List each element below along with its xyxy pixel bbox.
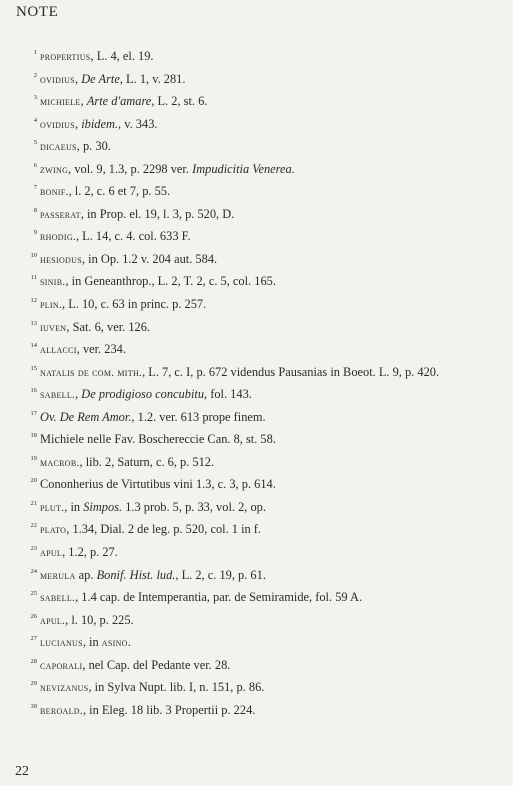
note-number: 9 xyxy=(33,229,37,237)
note-number: 2 xyxy=(33,71,37,79)
note-item xyxy=(30,134,499,157)
note-number: 6 xyxy=(33,161,37,169)
note-text: , l. 10, p. 225. xyxy=(65,612,134,627)
note-text: passerat xyxy=(40,208,81,221)
note-text: ovidius xyxy=(40,73,75,86)
note-number: 15 xyxy=(30,364,37,372)
note-text: , lib. 2, Saturn, c. 6, p. 512. xyxy=(79,454,215,469)
note-number: 16 xyxy=(30,387,37,395)
note-text: , in Eleg. 18 lib. 3 Propertii p. 224. xyxy=(82,702,256,717)
note-item xyxy=(30,224,499,247)
note-text: De prodigioso concubitu xyxy=(81,387,205,402)
note-text: , fol. 143. xyxy=(204,387,252,402)
note-number: 19 xyxy=(30,454,37,462)
note-item xyxy=(30,382,499,405)
note-item xyxy=(30,292,499,315)
note-text: Cononherius de Virtutibus vini 1.3, c. 3, p. 614. xyxy=(40,477,276,492)
note-text: , vol. 9, 1.3, p. 2298 ver. xyxy=(68,161,193,176)
note-item xyxy=(30,427,499,450)
note-item xyxy=(30,112,499,135)
note-text: , 1.34, Dial. 2 de leg. p. 520, col. 1 in f. xyxy=(66,522,262,537)
note-text: dicaeus xyxy=(40,141,77,154)
note-text: , xyxy=(80,94,87,109)
note-item xyxy=(30,495,499,518)
note-text: , in Op. 1.2 v. 204 aut. 584. xyxy=(81,251,218,266)
note-item xyxy=(30,563,499,586)
note-text: , Sat. 6, ver. 126. xyxy=(66,319,151,334)
note-item xyxy=(30,630,499,653)
note-number: 13 xyxy=(30,319,37,327)
note-text: , in xyxy=(82,635,102,650)
note-text: , p. 30. xyxy=(76,139,111,154)
note-item xyxy=(30,675,499,698)
note-number: 12 xyxy=(30,297,37,305)
note-number: 11 xyxy=(30,274,37,282)
note-text: hesiodus xyxy=(40,253,82,266)
note-text: natalis de com. mith. xyxy=(40,366,143,379)
note-text: Arte d'amare xyxy=(86,94,152,109)
note-text: , xyxy=(75,116,82,131)
note-number: 25 xyxy=(30,590,37,598)
note-text: caporali xyxy=(40,659,83,672)
note-number: 24 xyxy=(30,567,37,575)
note-number: 27 xyxy=(30,635,37,643)
page-heading: NOTE xyxy=(16,4,59,20)
note-text: , L. 10, c. 63 in princ. p. 257. xyxy=(62,297,207,312)
note-item xyxy=(30,360,499,383)
note-number: 1 xyxy=(33,49,37,56)
note-item xyxy=(30,698,499,721)
note-number: 18 xyxy=(30,432,37,440)
note-text: sabell. xyxy=(40,389,76,402)
note-text: , xyxy=(75,71,82,86)
note-number: 7 xyxy=(33,184,37,192)
note-item xyxy=(30,179,499,202)
note-text: , L. 2, st. 6. xyxy=(151,94,208,109)
note-text: , L. 14, c. 4. col. 633 F. xyxy=(75,229,191,244)
note-item xyxy=(30,202,499,225)
note-item xyxy=(30,269,499,292)
note-text: ovidius xyxy=(40,118,75,131)
note-number: 17 xyxy=(30,409,37,417)
note-text: , in Geneanthrop., L. 2, T. 2, c. 5, col. 165. xyxy=(65,274,276,289)
note-item xyxy=(30,450,499,473)
note-number: 8 xyxy=(33,206,37,214)
note-item xyxy=(30,405,499,428)
note-item xyxy=(30,337,499,360)
note-text: , in Prop. el. 19, l. 3, p. 520, D. xyxy=(80,206,235,221)
note-number: 10 xyxy=(30,251,37,259)
notes-list xyxy=(30,44,499,720)
note-text: , xyxy=(75,387,82,402)
note-text: beroald. xyxy=(40,704,83,717)
note-item xyxy=(30,608,499,631)
note-text: , 1.2, p. 27. xyxy=(62,545,118,560)
note-text: , L. 7, c. I, p. 672 videndus Pausanias in Boeot. L. 9, p. 420. xyxy=(142,364,440,379)
note-text: propertius xyxy=(40,51,91,63)
note-number: 30 xyxy=(30,702,37,710)
note-number: 5 xyxy=(33,139,37,147)
note-text: , 1.4 cap. de Intemperantia, par. de Semiramide, fol. 59 A. xyxy=(75,590,363,605)
note-text: , l. 2, c. 6 et 7, p. 55. xyxy=(68,184,171,199)
note-text: Simpos. xyxy=(83,499,123,514)
note-text: apul xyxy=(40,547,63,560)
note-item xyxy=(30,540,499,563)
note-text: , ver. 234. xyxy=(76,342,126,357)
note-number: 20 xyxy=(30,477,37,485)
note-number: 4 xyxy=(33,116,37,124)
note-text: . xyxy=(127,635,131,650)
note-text: bonif. xyxy=(40,186,69,199)
note-text: lucianus xyxy=(40,637,83,650)
note-item xyxy=(30,472,499,495)
note-text: Impudicitia Venerea. xyxy=(192,161,295,176)
note-item xyxy=(30,157,499,180)
note-text: plin. xyxy=(40,299,63,312)
note-text: De Arte xyxy=(81,71,120,86)
note-text: Michiele nelle Fav. Boschereccie Can. 8, st. 58. xyxy=(40,432,276,447)
note-text: allacci xyxy=(40,344,77,357)
note-text: , L. 1, v. 281. xyxy=(119,71,186,86)
note-number: 22 xyxy=(30,522,37,530)
note-item xyxy=(30,653,499,676)
note-text: apul. xyxy=(40,614,66,627)
note-item xyxy=(30,585,499,608)
note-text: 1.3 prob. 5, p. 33, vol. 2, op. xyxy=(122,499,266,514)
note-text: iuven xyxy=(40,321,67,334)
note-item xyxy=(30,517,499,540)
page-number: 22 xyxy=(15,764,29,779)
note-text: asino xyxy=(101,637,128,650)
note-text: michiele xyxy=(40,96,81,109)
note-number: 26 xyxy=(30,612,37,620)
note-text: , v. 343. xyxy=(118,116,158,131)
note-item xyxy=(30,44,499,67)
note-text: plato xyxy=(40,524,67,537)
note-number: 28 xyxy=(30,657,37,665)
note-text: sinib. xyxy=(40,276,66,289)
note-number: 29 xyxy=(30,680,37,688)
note-text: ibidem. xyxy=(81,116,119,131)
note-item xyxy=(30,67,499,90)
note-text: , in Sylva Nupt. lib. I, n. 151, p. 86. xyxy=(88,680,265,695)
note-text: zwing xyxy=(40,163,69,176)
note-number: 23 xyxy=(30,545,37,553)
note-item xyxy=(30,247,499,270)
note-item xyxy=(30,89,499,112)
note-text: , nel Cap. del Pedante ver. 28. xyxy=(82,657,231,672)
note-text: nevizanus xyxy=(40,682,89,695)
note-text: plut. xyxy=(40,501,65,514)
note-text: ap. xyxy=(75,567,97,582)
note-text: , L. 4, el. 19. xyxy=(90,49,154,63)
note-item xyxy=(30,315,499,338)
note-text: macrob. xyxy=(40,456,80,469)
note-text: rhodig. xyxy=(40,231,76,244)
note-text: Ov. De Rem Amor. xyxy=(40,409,132,424)
note-text: sabell. xyxy=(40,592,76,605)
note-text: , in xyxy=(64,499,84,514)
note-number: 21 xyxy=(30,499,37,507)
note-number: 3 xyxy=(33,94,37,102)
note-text: Bonif. Hist. lud. xyxy=(96,567,176,582)
note-number: 14 xyxy=(30,342,37,350)
note-text: , L. 2, c. 19, p. 61. xyxy=(175,567,266,582)
note-text: , 1.2. ver. 613 prope finem. xyxy=(131,409,266,424)
note-text: merula xyxy=(40,569,76,582)
